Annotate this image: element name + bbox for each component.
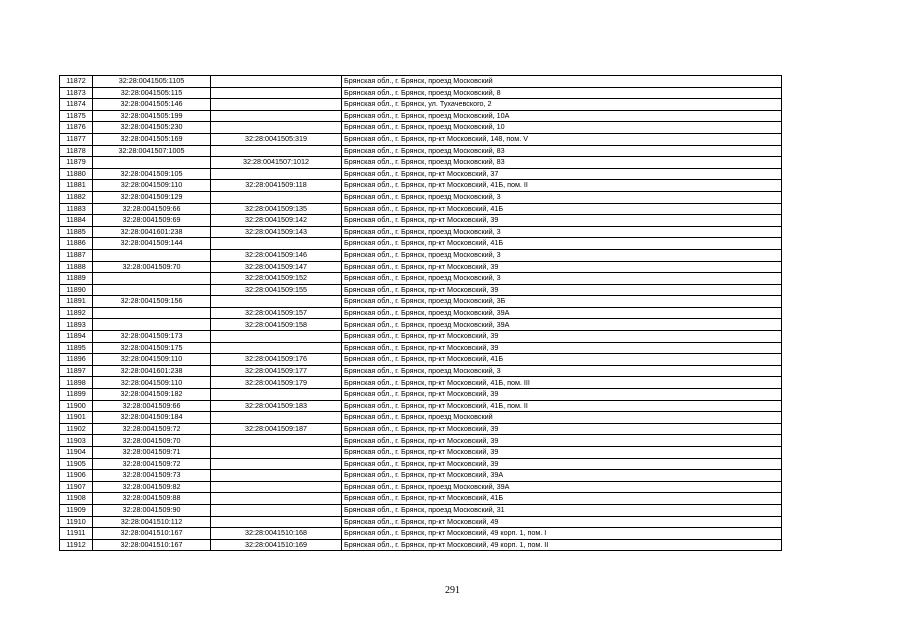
cadastral-number-cell: 32:28:0041509:90 xyxy=(93,504,211,516)
table-row xyxy=(60,504,782,516)
address-cell: Брянская обл., г. Брянск, пр-кт Московский, 39 xyxy=(342,215,782,227)
cadastral-number-cell xyxy=(93,319,211,331)
address-cell: Брянская обл., г. Брянск, проезд Московский, 8 xyxy=(342,87,782,99)
row-number-cell: 11877 xyxy=(60,133,93,145)
cadastral-number-cell: 32:28:0041505:1105 xyxy=(93,76,211,88)
related-cadastral-number-cell xyxy=(211,168,342,180)
related-cadastral-number-cell xyxy=(211,238,342,250)
cadastral-number-cell xyxy=(93,284,211,296)
row-number-cell: 11909 xyxy=(60,504,93,516)
address-cell: Брянская обл., г. Брянск, пр-кт Московский, 39 xyxy=(342,284,782,296)
related-cadastral-number-cell: 32:28:0041505:319 xyxy=(211,133,342,145)
row-number-cell: 11873 xyxy=(60,87,93,99)
table-row xyxy=(60,180,782,192)
row-number-cell: 11888 xyxy=(60,261,93,273)
row-number-cell: 11905 xyxy=(60,458,93,470)
cadastral-number-cell: 32:28:0041509:70 xyxy=(93,261,211,273)
related-cadastral-number-cell: 32:28:0041509:143 xyxy=(211,226,342,238)
cadastral-number-cell xyxy=(93,249,211,261)
row-number-cell: 11882 xyxy=(60,191,93,203)
table-row xyxy=(60,365,782,377)
address-cell: Брянская обл., г. Брянск, пр-кт Московский, 37 xyxy=(342,168,782,180)
address-cell: Брянская обл., г. Брянск, пр-кт Московский, 39 xyxy=(342,458,782,470)
table-row xyxy=(60,203,782,215)
related-cadastral-number-cell: 32:28:0041509:142 xyxy=(211,215,342,227)
related-cadastral-number-cell: 32:28:0041509:187 xyxy=(211,423,342,435)
address-cell: Брянская обл., г. Брянск, пр-кт Московский, 39А xyxy=(342,470,782,482)
row-number-cell: 11900 xyxy=(60,400,93,412)
address-cell: Брянская обл., г. Брянск, пр-кт Московский, 39 xyxy=(342,423,782,435)
related-cadastral-number-cell xyxy=(211,435,342,447)
related-cadastral-number-cell: 32:28:0041510:169 xyxy=(211,539,342,551)
cadastral-number-cell: 32:28:0041509:129 xyxy=(93,191,211,203)
cadastral-number-cell: 32:28:0041505:199 xyxy=(93,110,211,122)
row-number-cell: 11874 xyxy=(60,99,93,111)
cadastral-number-cell xyxy=(93,273,211,285)
related-cadastral-number-cell xyxy=(211,481,342,493)
related-cadastral-number-cell: 32:28:0041509:157 xyxy=(211,307,342,319)
table-row xyxy=(60,145,782,157)
row-number-cell: 11875 xyxy=(60,110,93,122)
row-number-cell: 11883 xyxy=(60,203,93,215)
related-cadastral-number-cell: 32:28:0041509:146 xyxy=(211,249,342,261)
row-number-cell: 11893 xyxy=(60,319,93,331)
related-cadastral-number-cell xyxy=(211,516,342,528)
address-cell: Брянская обл., г. Брянск, проезд Московский, 10А xyxy=(342,110,782,122)
cadastral-number-cell: 32:28:0041509:105 xyxy=(93,168,211,180)
row-number-cell: 11878 xyxy=(60,145,93,157)
row-number-cell: 11896 xyxy=(60,354,93,366)
cadastral-number-cell: 32:28:0041507:1005 xyxy=(93,145,211,157)
address-cell: Брянская обл., г. Брянск, пр-кт Московский, 49 корп. 1, пом. II xyxy=(342,539,782,551)
row-number-cell: 11907 xyxy=(60,481,93,493)
cadastral-number-cell: 32:28:0041509:182 xyxy=(93,389,211,401)
cadastral-number-cell: 32:28:0041509:66 xyxy=(93,203,211,215)
cadastral-number-cell: 32:28:0041509:70 xyxy=(93,435,211,447)
address-cell: Брянская обл., г. Брянск, проезд Московский, 39А xyxy=(342,319,782,331)
related-cadastral-number-cell xyxy=(211,87,342,99)
related-cadastral-number-cell xyxy=(211,389,342,401)
related-cadastral-number-cell xyxy=(211,447,342,459)
cadastral-number-cell: 32:28:0041509:71 xyxy=(93,447,211,459)
row-number-cell: 11872 xyxy=(60,76,93,88)
table-row xyxy=(60,76,782,88)
cadastral-number-cell: 32:28:0041509:110 xyxy=(93,377,211,389)
row-number-cell: 11901 xyxy=(60,412,93,424)
address-cell: Брянская обл., г. Брянск, пр-кт Московский, 39 xyxy=(342,261,782,273)
cadastral-number-cell: 32:28:0041505:230 xyxy=(93,122,211,134)
address-cell: Брянская обл., г. Брянск, проезд Московский, 39А xyxy=(342,307,782,319)
cadastral-number-cell: 32:28:0041510:167 xyxy=(93,539,211,551)
address-cell: Брянская обл., г. Брянск, проезд Московский, 10 xyxy=(342,122,782,134)
related-cadastral-number-cell xyxy=(211,122,342,134)
row-number-cell: 11885 xyxy=(60,226,93,238)
table-row xyxy=(60,122,782,134)
table-row xyxy=(60,516,782,528)
table-row xyxy=(60,296,782,308)
row-number-cell: 11894 xyxy=(60,331,93,343)
row-number-cell: 11904 xyxy=(60,447,93,459)
related-cadastral-number-cell xyxy=(211,191,342,203)
table-row xyxy=(60,133,782,145)
related-cadastral-number-cell xyxy=(211,470,342,482)
row-number-cell: 11881 xyxy=(60,180,93,192)
table-row xyxy=(60,493,782,505)
related-cadastral-number-cell xyxy=(211,504,342,516)
related-cadastral-number-cell: 32:28:0041509:183 xyxy=(211,400,342,412)
related-cadastral-number-cell xyxy=(211,296,342,308)
address-cell: Брянская обл., г. Брянск, пр-кт Московский, 41Б, пом. II xyxy=(342,180,782,192)
related-cadastral-number-cell: 32:28:0041509:158 xyxy=(211,319,342,331)
row-number-cell: 11890 xyxy=(60,284,93,296)
related-cadastral-number-cell: 32:28:0041510:168 xyxy=(211,528,342,540)
cadastral-number-cell: 32:28:0041509:72 xyxy=(93,458,211,470)
address-cell: Брянская обл., г. Брянск, проезд Московский, 3 xyxy=(342,273,782,285)
related-cadastral-number-cell xyxy=(211,412,342,424)
related-cadastral-number-cell xyxy=(211,458,342,470)
address-cell: Брянская обл., г. Брянск, пр-кт Московский, 41Б, пом. III xyxy=(342,377,782,389)
cadastral-number-cell xyxy=(93,157,211,169)
cadastral-table xyxy=(59,75,782,551)
cadastral-number-cell xyxy=(93,307,211,319)
table-row xyxy=(60,481,782,493)
row-number-cell: 11876 xyxy=(60,122,93,134)
row-number-cell: 11903 xyxy=(60,435,93,447)
row-number-cell: 11908 xyxy=(60,493,93,505)
cadastral-number-cell: 32:28:0041601:238 xyxy=(93,365,211,377)
row-number-cell: 11895 xyxy=(60,342,93,354)
row-number-cell: 11879 xyxy=(60,157,93,169)
row-number-cell: 11886 xyxy=(60,238,93,250)
table-row xyxy=(60,226,782,238)
address-cell: Брянская обл., г. Брянск, проезд Московский, 39А xyxy=(342,481,782,493)
address-cell: Брянская обл., г. Брянск, пр-кт Московский, 39 xyxy=(342,447,782,459)
address-cell: Брянская обл., г. Брянск, пр-кт Московский, 41Б xyxy=(342,493,782,505)
address-cell: Брянская обл., г. Брянск, пр-кт Московский, 41Б xyxy=(342,203,782,215)
address-cell: Брянская обл., г. Брянск, пр-кт Московский, 41Б xyxy=(342,354,782,366)
address-cell: Брянская обл., г. Брянск, пр-кт Московский, 39 xyxy=(342,389,782,401)
row-number-cell: 11899 xyxy=(60,389,93,401)
cadastral-number-cell: 32:28:0041509:173 xyxy=(93,331,211,343)
cadastral-number-cell: 32:28:0041505:169 xyxy=(93,133,211,145)
address-cell: Брянская обл., г. Брянск, проезд Московский, 3 xyxy=(342,365,782,377)
cadastral-number-cell: 32:28:0041509:110 xyxy=(93,180,211,192)
address-cell: Брянская обл., г. Брянск, пр-кт Московский, 39 xyxy=(342,331,782,343)
table-row xyxy=(60,331,782,343)
table-row xyxy=(60,458,782,470)
address-cell: Брянская обл., г. Брянск, проезд Московский, 83 xyxy=(342,145,782,157)
address-cell: Брянская обл., г. Брянск, пр-кт Московский, 41Б, пом. II xyxy=(342,400,782,412)
table-row xyxy=(60,157,782,169)
table-row xyxy=(60,539,782,551)
address-cell: Брянская обл., г. Брянск, проезд Московский, 3 xyxy=(342,226,782,238)
address-cell: Брянская обл., г. Брянск, пр-кт Московский, 39 xyxy=(342,435,782,447)
related-cadastral-number-cell: 32:28:0041509:177 xyxy=(211,365,342,377)
row-number-cell: 11912 xyxy=(60,539,93,551)
table-row xyxy=(60,249,782,261)
row-number-cell: 11880 xyxy=(60,168,93,180)
cadastral-number-cell: 32:28:0041505:115 xyxy=(93,87,211,99)
address-cell: Брянская обл., г. Брянск, проезд Московский, 3Б xyxy=(342,296,782,308)
cadastral-number-cell: 32:28:0041509:156 xyxy=(93,296,211,308)
related-cadastral-number-cell: 32:28:0041509:152 xyxy=(211,273,342,285)
address-cell: Брянская обл., г. Брянск, пр-кт Московский, 49 xyxy=(342,516,782,528)
row-number-cell: 11898 xyxy=(60,377,93,389)
row-number-cell: 11911 xyxy=(60,528,93,540)
row-number-cell: 11902 xyxy=(60,423,93,435)
related-cadastral-number-cell xyxy=(211,331,342,343)
related-cadastral-number-cell xyxy=(211,99,342,111)
table-row xyxy=(60,470,782,482)
table-row xyxy=(60,354,782,366)
address-cell: Брянская обл., г. Брянск, пр-кт Московский, 49 корп. 1, пом. I xyxy=(342,528,782,540)
table-row xyxy=(60,435,782,447)
table-row xyxy=(60,389,782,401)
related-cadastral-number-cell: 32:28:0041509:179 xyxy=(211,377,342,389)
address-cell: Брянская обл., г. Брянск, проезд Московский, 3 xyxy=(342,191,782,203)
cadastral-number-cell: 32:28:0041601:238 xyxy=(93,226,211,238)
related-cadastral-number-cell xyxy=(211,145,342,157)
address-cell: Брянская обл., г. Брянск, пр-кт Московский, 148, пом. V xyxy=(342,133,782,145)
row-number-cell: 11887 xyxy=(60,249,93,261)
related-cadastral-number-cell: 32:28:0041509:118 xyxy=(211,180,342,192)
cadastral-number-cell: 32:28:0041509:110 xyxy=(93,354,211,366)
table-row xyxy=(60,284,782,296)
address-cell: Брянская обл., г. Брянск, проезд Московский, 3 xyxy=(342,249,782,261)
table-row xyxy=(60,110,782,122)
cadastral-number-cell: 32:28:0041509:175 xyxy=(93,342,211,354)
related-cadastral-number-cell xyxy=(211,76,342,88)
related-cadastral-number-cell xyxy=(211,342,342,354)
cadastral-number-cell: 32:28:0041509:184 xyxy=(93,412,211,424)
related-cadastral-number-cell xyxy=(211,493,342,505)
address-cell: Брянская обл., г. Брянск, проезд Московский, 31 xyxy=(342,504,782,516)
table-row xyxy=(60,307,782,319)
address-cell: Брянская обл., г. Брянск, пр-кт Московский, 41Б xyxy=(342,238,782,250)
table-row xyxy=(60,191,782,203)
cadastral-number-cell: 32:28:0041509:82 xyxy=(93,481,211,493)
related-cadastral-number-cell: 32:28:0041509:176 xyxy=(211,354,342,366)
table-row xyxy=(60,400,782,412)
row-number-cell: 11892 xyxy=(60,307,93,319)
row-number-cell: 11884 xyxy=(60,215,93,227)
page-number: 291 xyxy=(445,585,460,596)
cadastral-number-cell: 32:28:0041509:72 xyxy=(93,423,211,435)
table-row xyxy=(60,99,782,111)
table-row xyxy=(60,87,782,99)
cadastral-number-cell: 32:28:0041509:66 xyxy=(93,400,211,412)
table-row xyxy=(60,423,782,435)
address-cell: Брянская обл., г. Брянск, проезд Московский, 83 xyxy=(342,157,782,169)
cadastral-number-cell: 32:28:0041509:73 xyxy=(93,470,211,482)
cadastral-number-cell: 32:28:0041510:167 xyxy=(93,528,211,540)
table-row xyxy=(60,238,782,250)
table-row xyxy=(60,261,782,273)
row-number-cell: 11910 xyxy=(60,516,93,528)
table-row xyxy=(60,168,782,180)
related-cadastral-number-cell: 32:28:0041509:155 xyxy=(211,284,342,296)
row-number-cell: 11897 xyxy=(60,365,93,377)
table-row xyxy=(60,377,782,389)
related-cadastral-number-cell: 32:28:0041509:135 xyxy=(211,203,342,215)
cadastral-number-cell: 32:28:0041505:146 xyxy=(93,99,211,111)
related-cadastral-number-cell xyxy=(211,110,342,122)
address-cell: Брянская обл., г. Брянск, пр-кт Московский, 39 xyxy=(342,342,782,354)
cadastral-number-cell: 32:28:0041509:88 xyxy=(93,493,211,505)
table-row xyxy=(60,447,782,459)
cadastral-number-cell: 32:28:0041509:144 xyxy=(93,238,211,250)
cadastral-number-cell: 32:28:0041510:112 xyxy=(93,516,211,528)
related-cadastral-number-cell: 32:28:0041509:147 xyxy=(211,261,342,273)
row-number-cell: 11906 xyxy=(60,470,93,482)
table-row xyxy=(60,412,782,424)
table-row xyxy=(60,342,782,354)
related-cadastral-number-cell: 32:28:0041507:1012 xyxy=(211,157,342,169)
row-number-cell: 11889 xyxy=(60,273,93,285)
address-cell: Брянская обл., г. Брянск, проезд Московский xyxy=(342,412,782,424)
row-number-cell: 11891 xyxy=(60,296,93,308)
table-row xyxy=(60,319,782,331)
table-row xyxy=(60,215,782,227)
table-row xyxy=(60,273,782,285)
table-row xyxy=(60,528,782,540)
cadastral-table-body xyxy=(60,76,782,551)
address-cell: Брянская обл., г. Брянск, ул. Тухачевского, 2 xyxy=(342,99,782,111)
address-cell: Брянская обл., г. Брянск, проезд Московский xyxy=(342,76,782,88)
cadastral-number-cell: 32:28:0041509:69 xyxy=(93,215,211,227)
